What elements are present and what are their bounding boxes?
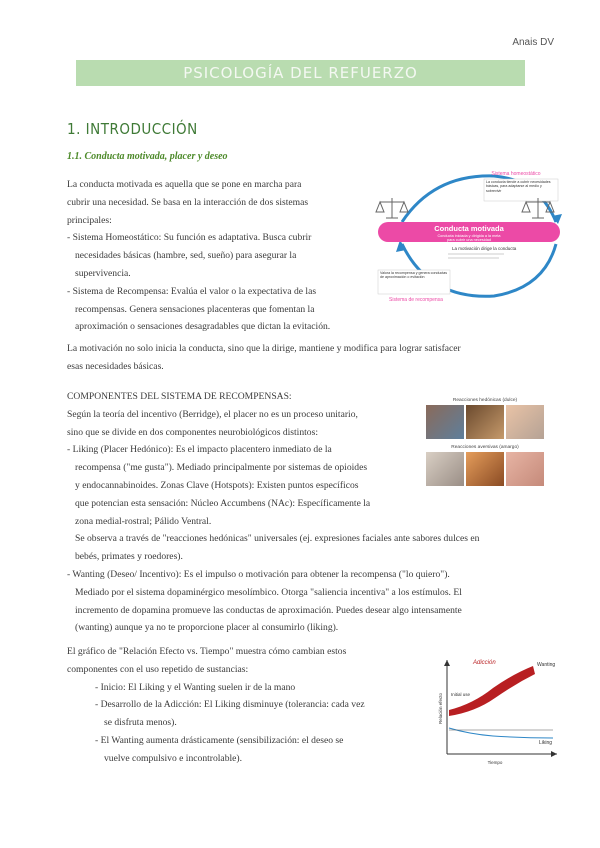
text-line: El gráfico de "Relación Efecto vs. Tiempo" muestra cómo cambian estos bbox=[67, 646, 347, 657]
primate-face-image bbox=[466, 452, 504, 486]
reward-box-text: Valora la recompensa y genera conductas de aproximación o evitación bbox=[380, 271, 448, 280]
wanting-curve bbox=[449, 666, 535, 716]
text-line: bebés, primates y roedores). bbox=[75, 551, 183, 563]
text-line: componentes con el uso repetido de sustancias: bbox=[67, 663, 249, 675]
list-item: - Desarrollo de la Adicción: El Liking disminuye (tolerancia: cada vez bbox=[95, 699, 365, 711]
y-axis-label: Relación efecto bbox=[438, 692, 443, 724]
text-line: aproximación o sensaciones desagradables que dictan la evitación. bbox=[75, 321, 331, 333]
hedonic-faces-figure bbox=[426, 398, 544, 490]
text-line: necesidades básicas (hambre, sed, sueño) para asegurar la bbox=[75, 250, 297, 262]
text-line: esas necesidades básicas. bbox=[67, 360, 164, 372]
text-line: se disfruta menos). bbox=[104, 717, 177, 729]
rat-face-image bbox=[426, 405, 464, 439]
list-item: - El Wanting aumenta drásticamente (sensibilización: el deseo se bbox=[95, 734, 344, 746]
text-line: zona medial-rostral; Pálido Ventral. bbox=[75, 515, 212, 527]
subsection-heading: 1.1. Conducta motivada, placer y deseo bbox=[67, 151, 228, 162]
motivation-diagram bbox=[374, 170, 564, 304]
text-line: - Sistema Homeostático: Su función es adaptativa. Busca cubrir bbox=[67, 232, 312, 244]
text-line: - Wanting (Deseo/ Incentivo): Es el impulso o motivación para obtener la recompensa ("lo quiero"). bbox=[67, 568, 450, 580]
text-line: (wanting) aunque ya no te proporcione placer al consumirlo (liking). bbox=[75, 622, 339, 634]
components-heading: COMPONENTES DEL SISTEMA DE RECOMPENSAS: bbox=[67, 391, 292, 402]
wanting-label: Wanting bbox=[537, 662, 556, 668]
addiction-label: Adicción bbox=[473, 660, 496, 666]
title-banner bbox=[76, 60, 525, 86]
reward-label: Sistema de recompensa bbox=[389, 297, 443, 303]
liking-label: Liking bbox=[539, 740, 553, 746]
hedonic-label: Reacciones hedónicas (dulce) bbox=[452, 398, 518, 403]
text-line: - Liking (Placer Hedónico): Es el impacto placentero inmediato de la bbox=[67, 444, 332, 456]
graph-description bbox=[67, 643, 407, 768]
x-axis-label: Tiempo bbox=[487, 760, 503, 765]
text-line: La motivación no solo inicia la conducta, sino que la dirige, mantiene y modifica para lograr satisfacer bbox=[67, 343, 461, 354]
scale-icon bbox=[376, 198, 408, 218]
text-line: principales: bbox=[67, 214, 112, 226]
text-line: - Sistema de Recompensa: Evalúa el valor o la expectativa de las bbox=[67, 285, 317, 297]
initial-use-label: Initial use bbox=[451, 692, 471, 697]
text-line: Mediado por el sistema dopaminérgico mesolímbico. Otorga "saliencia incentiva" a los estímulos. El bbox=[75, 586, 462, 598]
aversive-label: Reacciones aversivas (amargo) bbox=[451, 445, 519, 450]
baby-face-image bbox=[506, 405, 544, 439]
text-line: Se observa a través de "reacciones hedónicas" universales (ej. expresiones faciales ante sabores dulces en bbox=[75, 533, 480, 545]
section-heading: 1. INTRODUCCIÓN bbox=[67, 120, 198, 138]
direction-title: La motivación dirige la conducta bbox=[452, 246, 517, 251]
effect-time-graph bbox=[433, 652, 561, 768]
homeostatic-box-text: La conducta tiende a cubrir necesidades básicas, para adaptarse al medio y sobrevivir bbox=[486, 180, 551, 193]
text-line: sino que se divide en dos componentes neurobiológicos distintos: bbox=[67, 426, 319, 438]
text-line: recompensas. Genera sensaciones placenteras que fomentan la bbox=[75, 303, 315, 315]
diagram-center-title: Conducta motivada bbox=[434, 224, 504, 233]
liking-curve bbox=[449, 728, 553, 738]
text-line: incremento de dopamina promueve las conductas de aproximación. Puedes desear algo intensamente bbox=[75, 604, 462, 616]
list-item: - Inicio: El Liking y el Wanting suelen ir de la mano bbox=[95, 681, 296, 693]
text-line: vuelve compulsivo e incontrolable). bbox=[104, 752, 243, 764]
text-line: que potencian esta sensación: Núcleo Accumbens (NAc): Específicamente la bbox=[75, 497, 371, 509]
text-line: y endocannabinoides. Zonas Clave (Hotspots): Existen puntos específicos bbox=[75, 479, 359, 491]
baby-face-image bbox=[506, 452, 544, 486]
document-title: PSICOLOGÍA DEL REFUERZO bbox=[183, 64, 418, 82]
text-line: supervivencia. bbox=[75, 267, 131, 279]
motivation-paragraph bbox=[67, 340, 537, 376]
primate-face-image bbox=[466, 405, 504, 439]
text-line: La conducta motivada es aquella que se pone en marcha para bbox=[67, 179, 302, 190]
text-line: recompensa ("me gusta"). Mediado principalmente por sistemas de opioides bbox=[75, 462, 368, 474]
diagram-center-sub: Conducta iniciada y dirigida a la meta bbox=[437, 234, 501, 238]
homeostatic-label: Sistema homeostático bbox=[491, 171, 541, 177]
text-line: Según la teoría del incentivo (Berridge), el placer no es un proceso unitario, bbox=[67, 408, 358, 420]
text-line: cubrir una necesidad. Se basa en la interacción de dos sistemas bbox=[67, 196, 309, 208]
diagram-center-sub: para cubrir una necesidad bbox=[447, 238, 491, 242]
intro-paragraph bbox=[67, 176, 377, 336]
rat-face-image bbox=[426, 452, 464, 486]
author-name: Anais DV bbox=[512, 37, 554, 48]
